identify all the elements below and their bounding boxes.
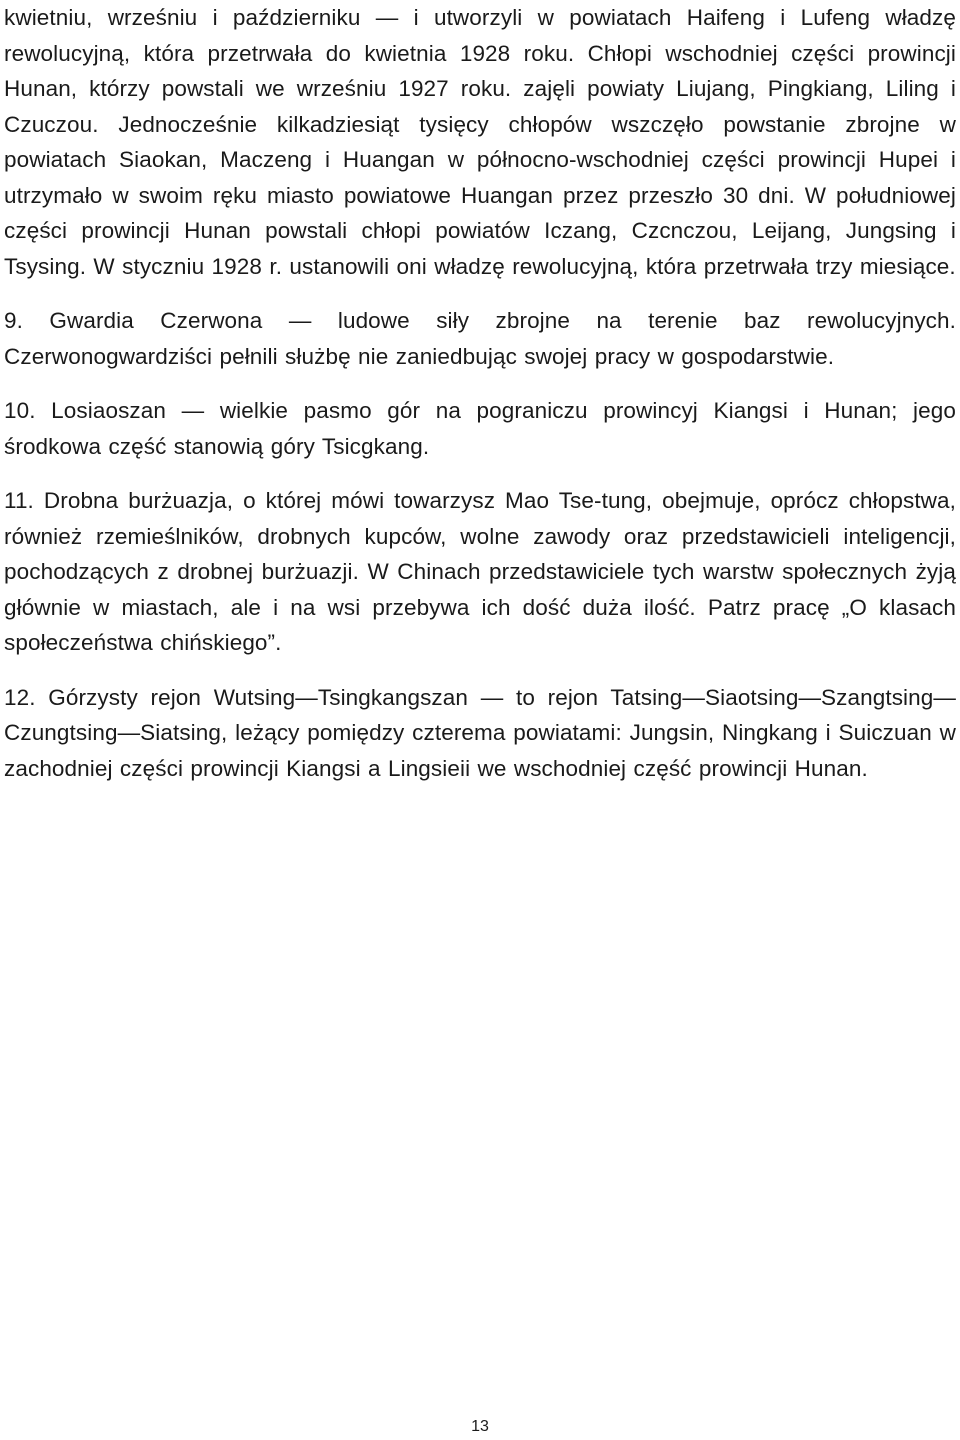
footnote-11: 11. Drobna burżuazja, o której mówi towarzysz Mao Tse-tung, obejmuje, oprócz chłopstwa, również rzemieślników, drobnych kupców, wolne zawody oraz przedstawicieli inteligencji, pochodzących z drobnej burżuazji. W Chinach przedstawiciele tych warstw społecznych żyją głównie w miastach, ale i na wsi przebywa ich dość duża ilość. Patrz pracę „O klasach społeczeństwa chińskiego”. [4,488,956,655]
page-number: 13 [471,1418,489,1435]
document-page [4,0,956,786]
footnote-9: 9. Gwardia Czerwona — ludowe siły zbrojne na terenie baz rewolucyjnych. Czerwonogwardziści pełnili służbę nie zaniedbując swojej pracy w gospodarstwie. [4,308,956,369]
footnote-12: 12. Górzysty rejon Wutsing—Tsingkangszan — to rejon Tatsing—Siaotsing—Szangtsing— Czungtsing—Siatsing, leżący pomiędzy czterema powiatami: Jungsin, Ningkang i Suiczuan w zachodniej części prowincji Kiangsi a Lingsieii we wschodniej część prowincji Hunan. [4,684,956,781]
paragraph-continuation: kwietniu, wrześniu i październiku — i utworzyli w powiatach Haifeng i Lufeng władzę rewolucyjną, która przetrwała do kwietnia 1928 roku. Chłopi wschodniej części prowincji Hunan, którzy powstali we wrześniu 1927 roku. zajęli powiaty Liujang, Pingkiang, Liling i Czuczou. Jednocześnie kilkadziesiąt tysięcy chłopów wszczęło powstanie zbrojne w powiatach Siaokan, Maczeng i Huangan w północno-wschodniej części prowincji Hupei i utrzymało w swoim ręku miasto powiatowe Huangan przez przeszło 30 dni. W południowej części prowincji Hunan powstali chłopi powiatów Iczang, Czcnczou, Leijang, Jungsing i Tsysing. W styczniu 1928 r. ustanowili oni władzę rewolucyjną, która przetrwała trzy miesiące. [4,5,956,279]
footnote-10: 10. Losiaoszan — wielkie pasmo gór na pograniczu prowincyj Kiangsi i Hunan; jego środkowa część stanowią góry Tsicgkang. [4,398,956,459]
